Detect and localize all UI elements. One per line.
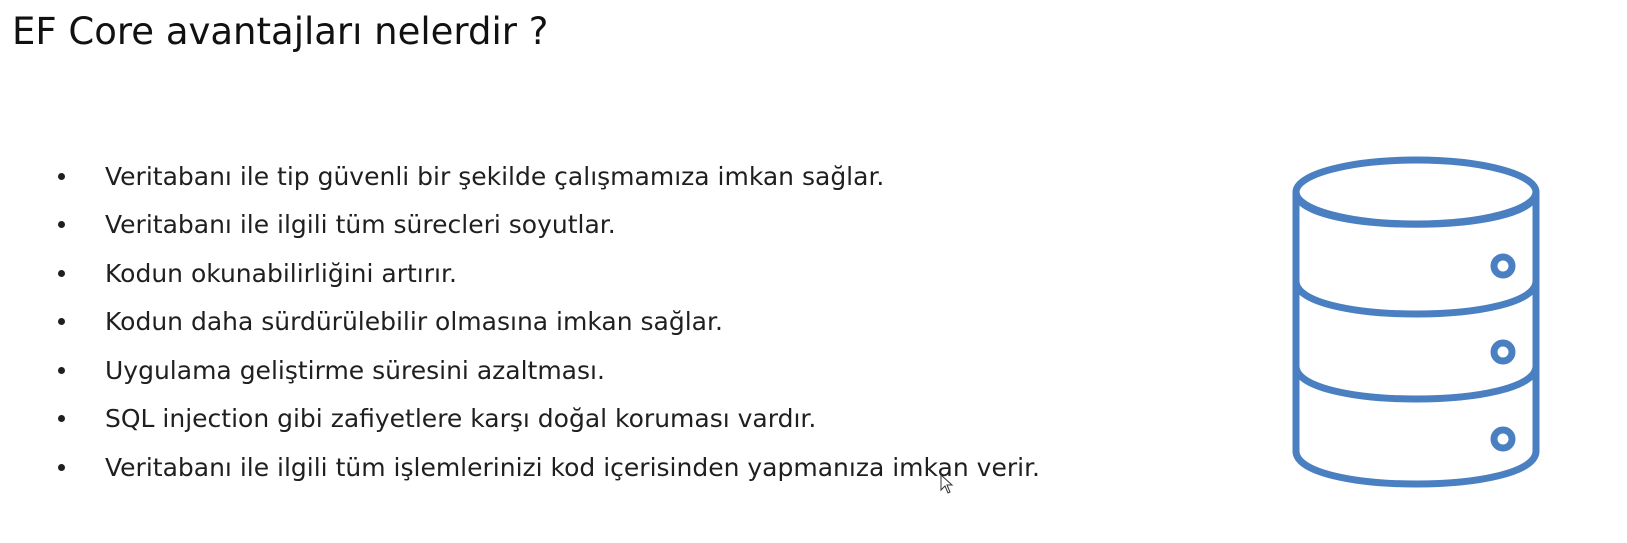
list-item-text: Kodun okunabilirliğini artırır. [105, 258, 457, 288]
bullet-dot-icon [58, 173, 65, 180]
list-item-text: Uygulama geliştirme süresini azaltması. [105, 355, 605, 385]
bullet-dot-icon [58, 415, 65, 422]
list-item [58, 395, 1040, 444]
bullet-dot-icon [58, 270, 65, 277]
list-item [58, 201, 1040, 250]
bullet-dot-icon [58, 464, 65, 471]
bullet-list [58, 152, 1040, 492]
list-item-text: Veritabanı ile ilgili tüm işlemlerinizi kod içerisinden yapmanıza imkan verir. [105, 452, 1040, 482]
list-item [58, 443, 1040, 492]
page-title: EF Core avantajları nelerdir ? [12, 10, 549, 53]
bullet-dot-icon [58, 318, 65, 325]
list-item [58, 346, 1040, 395]
bullet-dot-icon [58, 367, 65, 374]
list-item [58, 298, 1040, 347]
list-item-text: SQL injection gibi zafiyetlere karşı doğal koruması vardır. [105, 404, 817, 434]
list-item-text: Kodun daha sürdürülebilir olmasına imkan sağlar. [105, 307, 723, 337]
list-item-text: Veritabanı ile ilgili tüm sürecleri soyutlar. [105, 210, 616, 240]
database-icon [1285, 145, 1547, 495]
list-item [58, 249, 1040, 298]
mouse-cursor-icon [940, 474, 954, 494]
list-item [58, 152, 1040, 201]
list-item-text: Veritabanı ile tip güvenli bir şekilde çalışmamıza imkan sağlar. [105, 161, 885, 191]
bullet-dot-icon [58, 221, 65, 228]
